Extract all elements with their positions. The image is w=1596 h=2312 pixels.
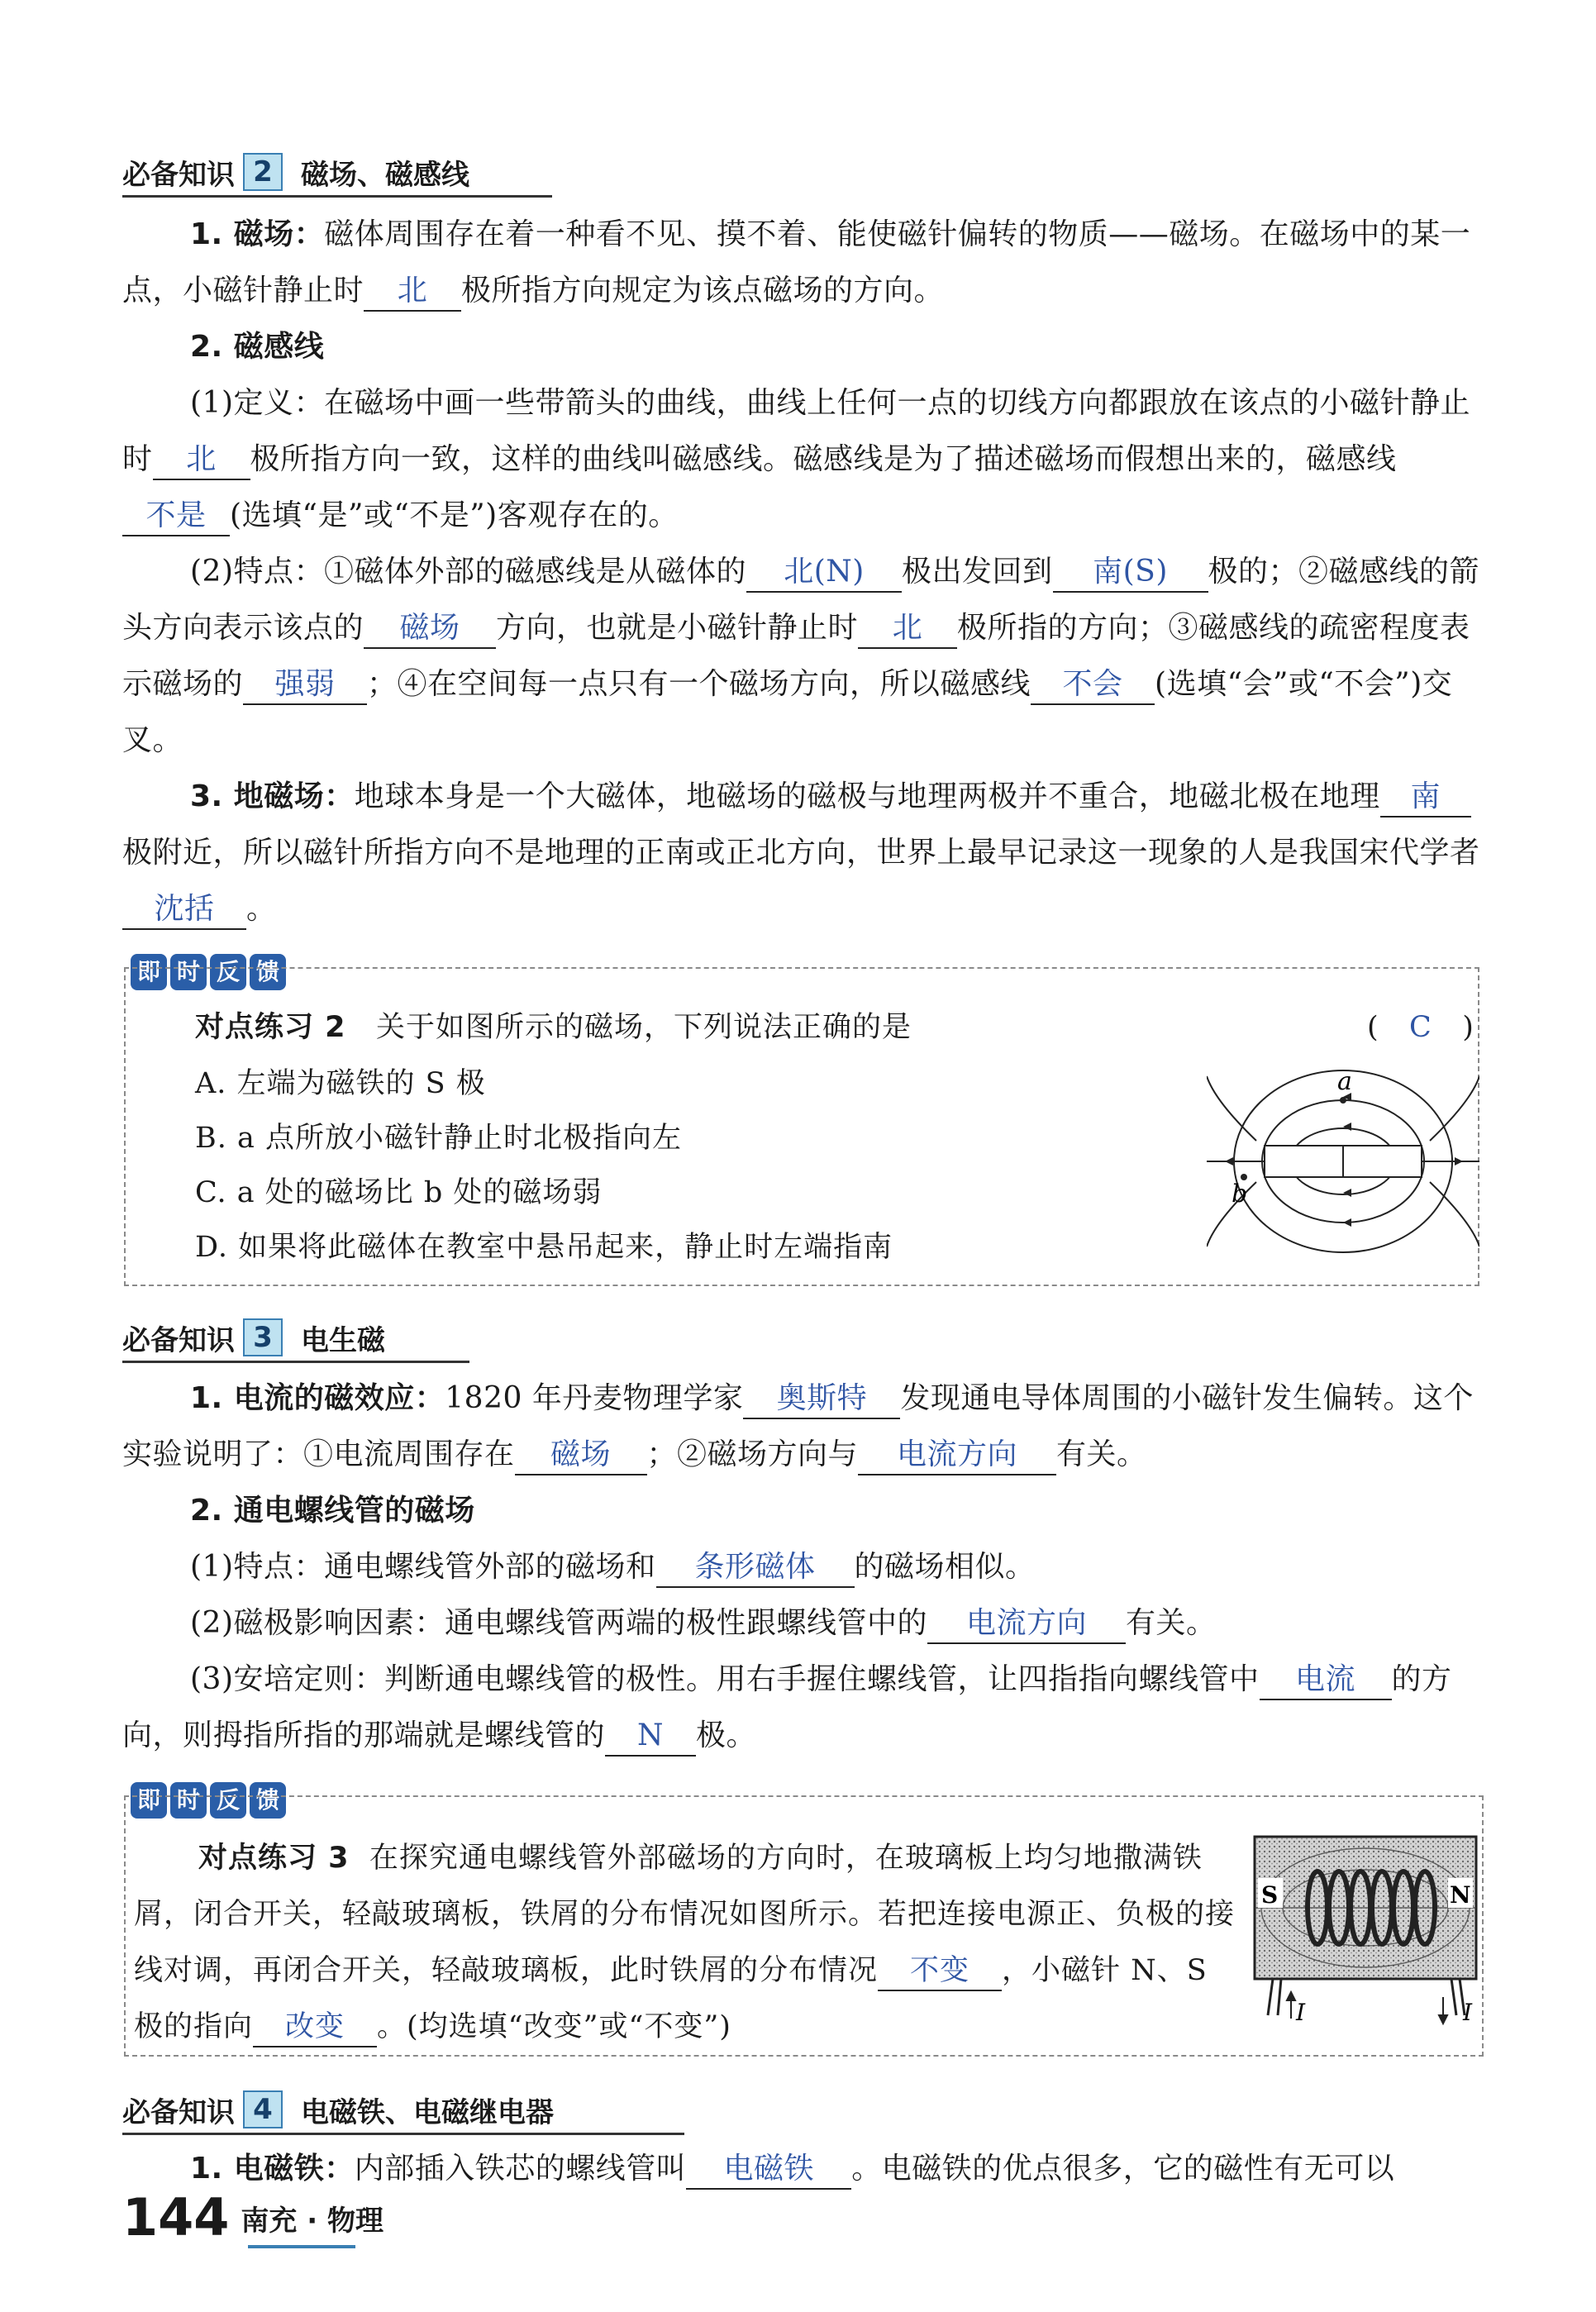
option-b: B. a 点所放小磁针静止时北极指向左 [195, 1122, 682, 1155]
paragraph-features [122, 544, 1486, 769]
needle-n-label: N [1450, 1881, 1471, 1909]
text: 的方向，则拇指所指的那端就是螺线管的 [122, 1662, 1452, 1752]
text: (3)安培定则：判断通电螺线管的极性。用右手握住螺线管，让四指指向螺线管中 [190, 1662, 1260, 1696]
section-underline [122, 2133, 684, 2135]
section-number: 4 [243, 2090, 283, 2128]
page-number: 144 [122, 2187, 230, 2248]
section-title: 电磁铁、电磁继电器 [301, 2095, 554, 2129]
text: 发现通电导体周围的小磁针发生偏转。这个实验说明了：①电流周围存在 [122, 1381, 1474, 1471]
needle-s-label: S [1261, 1881, 1279, 1909]
answer-blank: 北(N) [746, 553, 902, 593]
point-a-label: a [1337, 1067, 1352, 1096]
text: 磁体周围存在着一种看不见、摸不着、能使磁针偏转的物质——磁场。在磁场中的某一点，小磁针静止时 [122, 217, 1471, 307]
text: 1820 年丹麦物理学家 [445, 1381, 744, 1415]
section-header-2 [122, 150, 469, 193]
section-underline [122, 1361, 469, 1363]
paragraph-heading: 1. 电磁铁： [190, 2152, 355, 2186]
answer-blank: 北 [364, 272, 461, 312]
text: 。(均选填“改变”或“不变”) [377, 2010, 731, 2043]
section-title: 磁场、磁感线 [301, 158, 469, 192]
answer-blank: 沈括 [122, 890, 246, 930]
text: (选填“是”或“不是”)客观存在的。 [230, 498, 679, 532]
answer-blank: 电磁铁 [686, 2150, 851, 2190]
text: 地球本身是一个大磁体，地磁场的磁极与地理两极并不重合，地磁北极在地理 [354, 779, 1380, 813]
paragraph-heading: 1. 电流的磁效应： [190, 1381, 445, 1415]
section-header-4 [122, 2088, 554, 2131]
tag-char: 反 [210, 954, 246, 990]
current-label-right: I [1463, 1999, 1473, 2026]
tag-char: 即 [131, 954, 167, 990]
text: 极所指方向规定为该点磁场的方向。 [461, 274, 945, 307]
exercise-3-text [134, 1830, 1241, 2055]
text: 极所指的方向；③磁感线的疏密程度表示磁场的 [122, 611, 1470, 701]
answer-bracket: ( C ) [1367, 1011, 1475, 1044]
tag-char: 馈 [250, 954, 286, 990]
text: (2)磁极影响因素：通电螺线管两端的极性跟螺线管中的 [190, 1606, 927, 1640]
answer-blank: 不是 [122, 497, 230, 536]
text: 极出发回到 [902, 555, 1053, 589]
paragraph-solenoid-feature [122, 1539, 1486, 1595]
text: (1)定义：在磁场中画一些带箭头的曲线，曲线上任何一点的切线方向都跟放在该点的小磁针静止时 [122, 386, 1470, 476]
text: ；②磁场方向与 [646, 1437, 859, 1471]
tag-char: 时 [170, 1782, 207, 1819]
text: (选填“会”或“不会”)交叉。 [122, 667, 1453, 757]
paragraph-magnetic-field [122, 207, 1486, 319]
tag-char: 反 [210, 1782, 246, 1819]
tag-char: 即 [131, 1782, 167, 1819]
answer-blank: 南(S) [1053, 553, 1208, 593]
subheading-field-lines: 2. 磁感线 [190, 330, 325, 364]
text: 。电磁铁的优点很多，它的磁性有无可以 [851, 2152, 1395, 2186]
current-label-left: I [1296, 1999, 1306, 2026]
text: 的磁场相似。 [854, 1550, 1036, 1584]
answer-blank: 条形磁体 [656, 1548, 855, 1588]
subheading-solenoid: 2. 通电螺线管的磁场 [190, 1494, 475, 1528]
answer-blank: 奥斯特 [743, 1380, 900, 1419]
answer-blank: 电流方向 [927, 1604, 1126, 1644]
text: 方向，也就是小磁针静止时 [496, 611, 859, 645]
paragraph-definition [122, 375, 1486, 544]
answer-blank: N [605, 1717, 696, 1757]
page-footer [122, 2187, 384, 2248]
option-a: A. 左端为磁铁的 S 极 [195, 1067, 486, 1100]
text: ，小磁针 N、S 极的指向 [134, 1954, 1208, 2043]
exercise-label: 对点练习 2 [195, 1011, 346, 1044]
text: ；④在空间每一点只有一个磁场方向，所以磁感线 [367, 667, 1031, 701]
text: 有关。 [1056, 1437, 1147, 1471]
paragraph-ampere-rule [122, 1652, 1486, 1764]
answer-blank: 北 [153, 441, 250, 480]
text: 。 [246, 892, 277, 926]
answer-blank: 电流 [1260, 1661, 1392, 1700]
paragraph-oersted [122, 1371, 1486, 1483]
answer-blank: 改变 [253, 2008, 377, 2047]
text: (1)特点：通电螺线管外部的磁场和 [190, 1550, 656, 1584]
paragraph-polarity-factor [122, 1595, 1486, 1652]
paragraph-heading: 3. 地磁场： [190, 779, 355, 813]
text: 极的；②磁感线的箭头方向表示该点的 [122, 555, 1480, 645]
point-b-label: b [1232, 1180, 1248, 1208]
paragraph-heading: 1. 磁场： [190, 217, 325, 251]
answer-blank: 强弱 [243, 665, 367, 705]
section-label: 必备知识 [122, 2095, 235, 2129]
tag-char: 时 [170, 954, 207, 990]
section-label: 必备知识 [122, 158, 235, 192]
answer-choice: C [1409, 1011, 1432, 1044]
option-c: C. a 处的磁场比 b 处的磁场弱 [195, 1176, 603, 1209]
tag-char: 馈 [250, 1782, 286, 1819]
footer-accent-line [248, 2245, 355, 2248]
text: 有关。 [1126, 1606, 1217, 1640]
paragraph-geomagnetism [122, 769, 1486, 937]
bar-magnet-field-figure [1207, 1043, 1479, 1280]
exercise-label: 对点练习 3 [198, 1842, 350, 1875]
section-number: 3 [243, 1318, 283, 1356]
answer-blank: 北 [858, 609, 957, 649]
answer-blank: 电流方向 [858, 1436, 1056, 1475]
section-header-3 [122, 1316, 385, 1359]
answer-blank: 南 [1380, 778, 1471, 818]
text: 极。 [696, 1719, 757, 1752]
text: 极所指方向一致，这样的曲线叫磁感线。磁感线是为了描述磁场而假想出来的，磁感线 [250, 442, 1397, 476]
section-underline [122, 195, 552, 198]
paragraph-electromagnet [122, 2141, 1486, 2197]
exercise-stem: 关于如图所示的磁场，下列说法正确的是 [375, 1011, 912, 1044]
text: 极附近，所以磁针所指方向不是地理的正南或正北方向，世界上最早记录这一现象的人是我国宋代学者 [122, 836, 1480, 870]
section-title: 电生磁 [301, 1323, 385, 1357]
section-number: 2 [243, 153, 283, 191]
section-label: 必备知识 [122, 1323, 235, 1357]
answer-blank: 磁场 [364, 609, 496, 649]
option-d: D. 如果将此磁体在教室中悬吊起来，静止时左端指南 [195, 1231, 893, 1264]
text: (2)特点：①磁体外部的磁感线是从磁体的 [190, 555, 746, 589]
text: 在探究通电螺线管外部磁场的方向时，在玻璃板上均匀地撒满铁屑，闭合开关，轻敲玻璃板，铁屑的分布情况如图所示。若把连接电源正、负极的接线对调，再闭合开关，轻敲玻璃板，此时铁屑的分布情况 [134, 1842, 1236, 1987]
solenoid-iron-filings-figure [1253, 1835, 1479, 2028]
answer-blank: 不变 [878, 1952, 1002, 1991]
book-name: 南充 · 物理 [241, 2205, 384, 2238]
answer-blank: 磁场 [515, 1436, 647, 1475]
answer-blank: 不会 [1031, 665, 1155, 705]
text: 内部插入铁芯的螺线管叫 [354, 2152, 687, 2186]
exercise-2-stem [195, 1007, 1270, 1048]
